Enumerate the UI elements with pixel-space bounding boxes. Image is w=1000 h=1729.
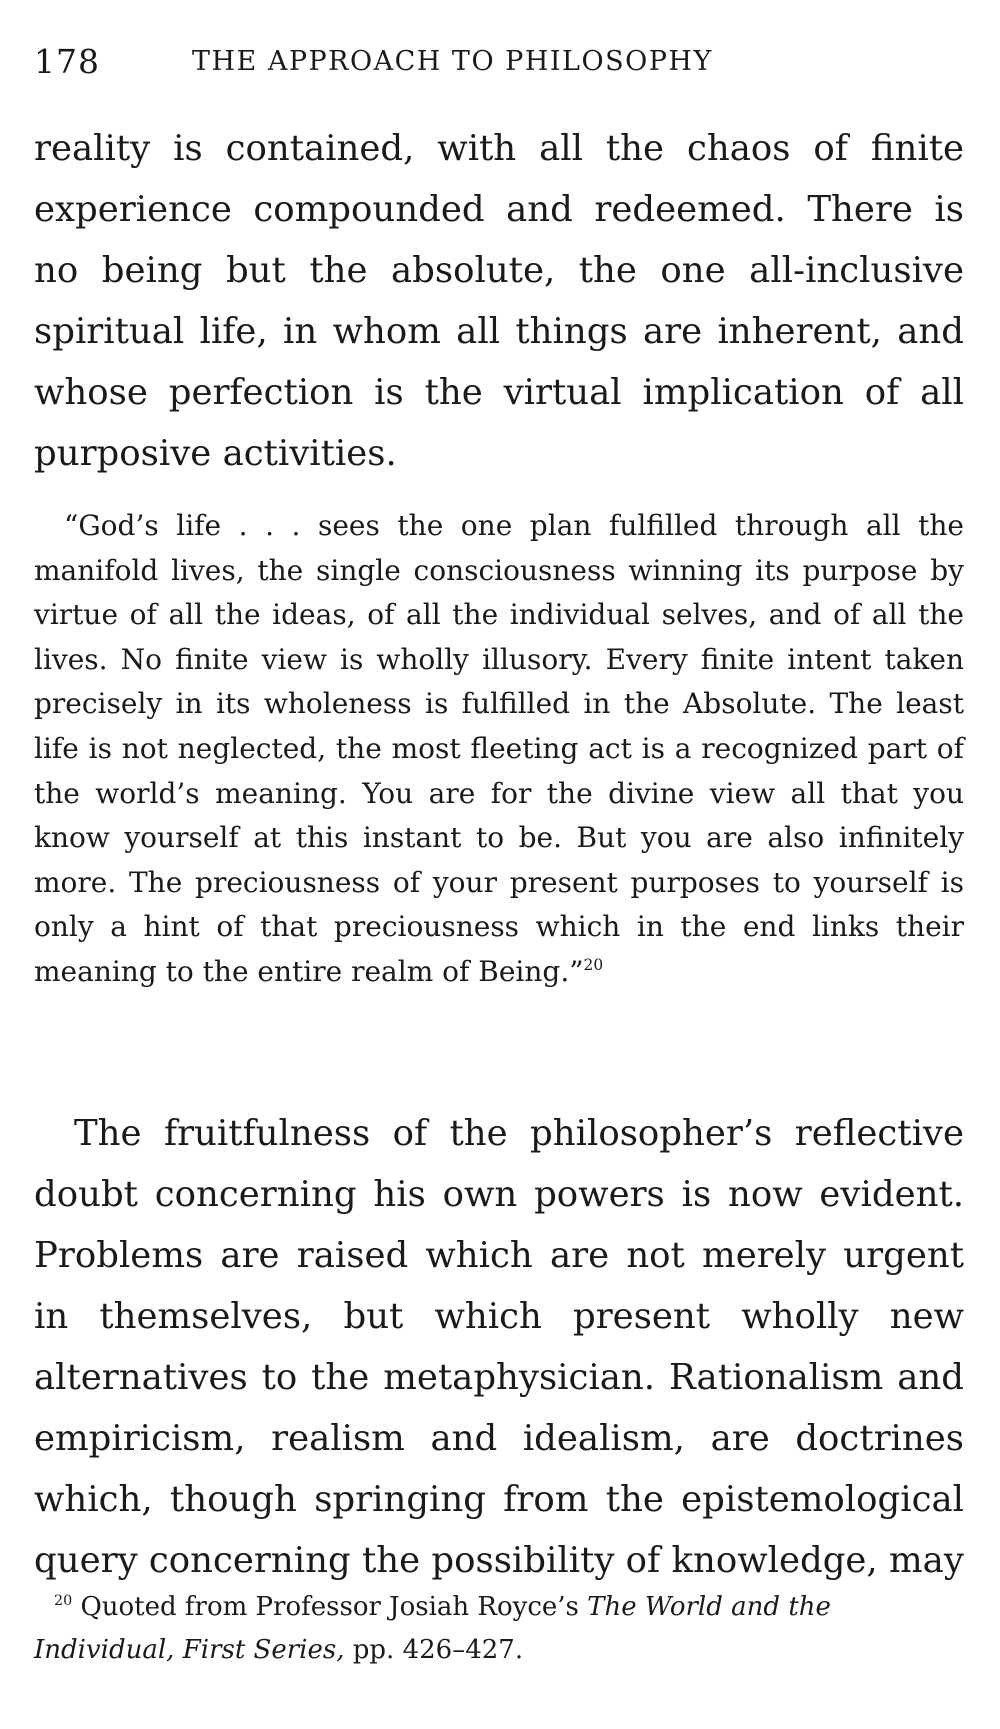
footnote-prefix: Quoted from Professor Josiah Royce’s [80,1592,579,1622]
block-quote [34,504,964,995]
footnote-marker: 20 [54,1593,73,1609]
quote-text: “God’s life . . . sees the one plan fulfilled through all the manifold lives, the single consciousness winning its purpose by virtue of all the ideas, of all the individual selves, and of all the lives. No finite view is wholly illusory. Every finite intent taken precisely in its wholeness is fulfilled in the Absolute. The least life is not neglected, the most fleeting act is a recognized part of the world’s meaning. You are for the divine view all that you know yourself at this instant to be. But you are also infinitely more. The preciousness of your present purposes to yourself is only a hint of that preciousness which in the end links their meaning to the entire realm of Being.” [34,509,964,988]
footnote-pages: pp. 426–427. [352,1635,524,1665]
footnote-cited-title: The World and the Individual, First Series, [34,1592,831,1665]
running-title: THE APPROACH TO PHILOSOPHY [192,46,713,77]
footnote-reference: 20 [583,956,604,975]
footnote [34,1586,964,1672]
page-number: 178 [34,42,100,81]
body-paragraph: The fruitfulness of the philosopher’s reflective doubt concerning his own powers is now evident. Problems are raised which are not merely urgent in themselves, but which present wholly new alternatives to the metaphysician. Rationalism and empiricism, realism and idealism, are doctrines which, though springing from the epistemological query concerning the possibility of knowledge, may [34,1113,964,1581]
body-paragraph-continued: reality is contained, with all the chaos of finite experience compounded and redeemed. There is no being but the absolute, the one all-inclusive spiritual life, in whom all things are inherent, and whose perfection is the virtual implication of all purposive activities. [34,128,964,474]
page-header [34,42,964,82]
book-page [34,0,964,1729]
